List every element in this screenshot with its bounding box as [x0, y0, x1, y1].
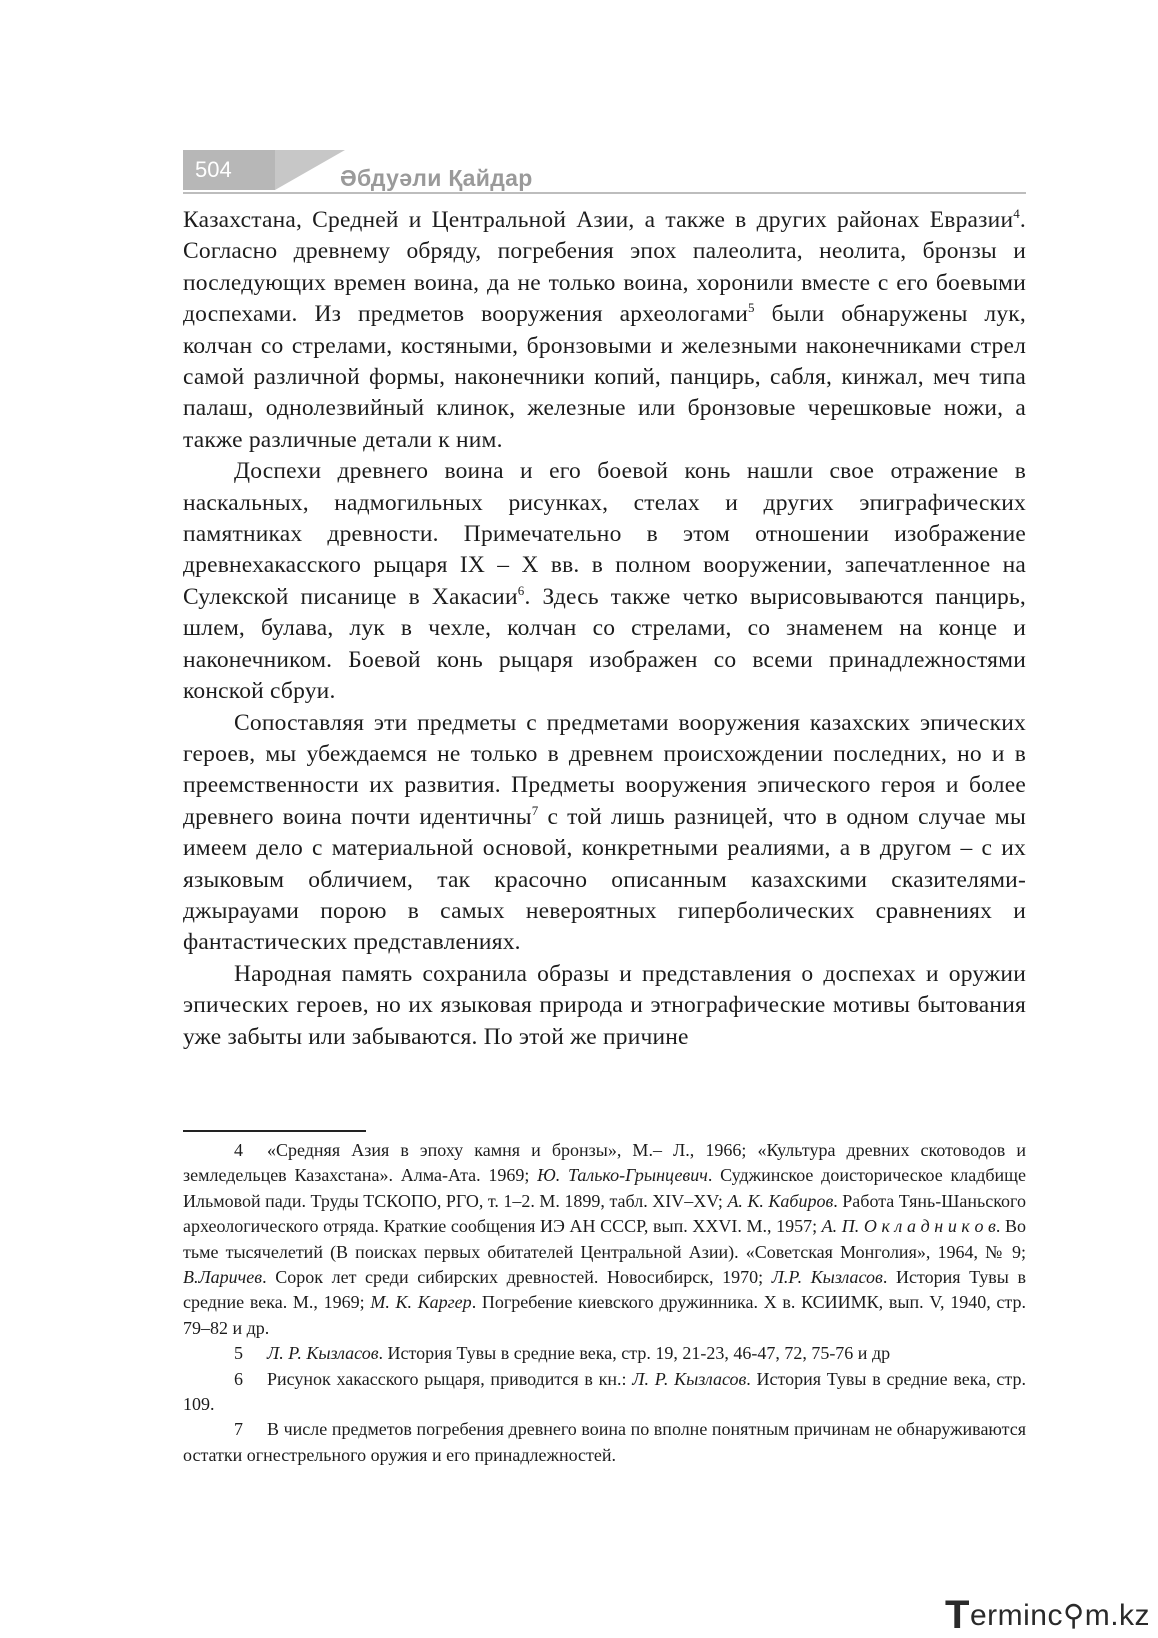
watermark-logo: [945, 1593, 1150, 1638]
author-name: Л. Р. Кызласов: [267, 1343, 379, 1364]
author-name: Л. Р. Кызласов: [632, 1368, 747, 1389]
text: Народная память сохранила образы и представления о доспехах и оружии эпических героев, но их языковая природа и этнографические мотивы бытования уже забыты или забываются. По этой же причине: [183, 960, 1026, 1050]
author-name: А. П. О к л а д н и к о в: [821, 1216, 996, 1237]
footnote-7: [183, 1417, 1026, 1468]
magnifier-icon: ⚲: [1062, 1600, 1085, 1632]
text: Казахстана, Средней и Центральной Азии, а также в других районах Евразии: [183, 207, 1014, 233]
footnote-number: 4: [234, 1140, 243, 1160]
author-name: Ю. Талько-Грынцевич: [537, 1165, 708, 1186]
footnotes: [183, 1138, 1026, 1468]
page-header: [0, 0, 1158, 200]
footnote-ref-7: 7: [531, 802, 539, 818]
author-name: Л.Р. Кызласов: [771, 1267, 883, 1288]
text: . История Тувы в средние века, стр. 109.: [183, 1368, 1027, 1415]
footnote-number: 5: [234, 1343, 243, 1364]
text: были обнаружены лук, колчан со стрелами, костяными, бронзовыми и железными наконечниками стрел самой различной формы, наконечники копий, панцирь, сабля, кинжал, меч типа палаш, однолезвийный клинок, железные или бронзовые черешковые ножи, а также различные детали к ним.: [183, 301, 1026, 453]
text: . Погребение киевского дружинника. X в. КСИИМК, вып. V, 1940, стр. 79–82 и др.: [183, 1292, 1026, 1338]
footnote-ref-6: 6: [517, 583, 525, 599]
footnote-5: [183, 1341, 1026, 1366]
footnote-ref-4: 4: [1013, 206, 1020, 222]
text: В числе предметов погребения древнего воина по вполне понятным причинам не обнаруживаются остатки огнестрельного оружия и его принадлежностей.: [183, 1419, 1026, 1465]
footnote-number: 6: [234, 1368, 243, 1389]
running-head-author: Әбдуәли Қайдар: [340, 165, 533, 191]
paragraph-3: [183, 708, 1026, 959]
text: Доспехи древнего воина и его боевой конь нашли свое отражение в наскальных, надмогильных рисунках, стелах и других эпиграфических памятниках древности. Примечательно в этом отношении изображение древнехакасского рыцаря IX – X вв. в полном вооружении, запечатленное на Сулекской писанице в Хакасии: [183, 458, 1026, 610]
text: «Средняя Азия в эпоху камня и бронзы», М.– Л., 1966; «Культура древних скотоводов и земледельцев Казахстана». Алма-Ата. 1969;: [183, 1140, 1026, 1186]
paragraph-4: [183, 959, 1026, 1053]
text: . Во тьме тысячелетий (В поисках первых обитателей Центральной Азии). «Советская Монголия», 1964, № 9;: [183, 1216, 1027, 1262]
text: . Сорок лет среди сибирских древностей. Новосибирск, 1970;: [262, 1267, 772, 1288]
text: . Согласно древнему обряду, погребения эпох палеолита, неолита, бронзы и последующих времен воина, да не только воина, хоронили вместе с его боевыми доспехами. Из предметов вооружения археологами: [183, 207, 1026, 328]
author-name: М. К. Каргер: [370, 1292, 472, 1313]
footnote-4: [183, 1138, 1026, 1341]
paragraph-2: [183, 456, 1026, 707]
text: Рисунок хакасского рыцаря, приводится в кн.:: [267, 1368, 633, 1389]
footnote-6: [183, 1367, 1026, 1418]
author-name: В.Ларичев: [183, 1267, 263, 1288]
text: . Здесь также четко вырисовываются панцирь, шлем, булава, лук в чехле, колчан со стрелами, со знаменем на конце и наконечником. Боевой конь рыцаря изображен со всеми принадлежностями конской сбруи.: [183, 583, 1026, 705]
watermark-text: m.kz: [1084, 1599, 1151, 1632]
watermark-initial: T: [945, 1593, 970, 1637]
author-name: А. К. Кабиров: [727, 1190, 834, 1211]
text: . История Тувы в средние века. М., 1969;: [183, 1267, 1026, 1313]
watermark-text: erminc: [969, 1599, 1063, 1632]
footnote-number: 7: [234, 1419, 243, 1440]
text: с той лишь разницей, что в одном случае мы имеем дело с материальной основой, конкретными реалиями, а в другом – с их языковым обличием, так красочно описанным казахскими сказителями-джырауами порою в самых невероятных гиперболических сравнениях и фантастических представлениях.: [183, 803, 1026, 956]
footnote-rule: [183, 1130, 366, 1132]
footnote-ref-5: 5: [748, 300, 755, 316]
text: Сопоставляя эти предметы с предметами вооружения казахских эпических героев, мы убеждаемся не только в древнем происхождении последних, но и в преемственности их развития. Предметы вооружения эпического героя и более древнего воина почти идентичны: [183, 709, 1026, 830]
page-number: 504: [183, 150, 275, 190]
text: . Работа Тянь-Шаньского археологического отряда. Краткие сообщения ИЭ АН СССР, вып. XXVI. М., 1957;: [183, 1190, 1026, 1237]
text: . Суджинское доисторическое кладбище Ильмовой пади. Труды ТСКОПО, РГО, т. 1–2. М. 1899, табл. XIV–XV;: [183, 1165, 1027, 1211]
main-text: [183, 205, 1026, 1053]
header-decoration: [275, 150, 345, 190]
header-rule: [183, 192, 1026, 194]
text: . История Тувы в средние века, стр. 19, 21-23, 46-47, 72, 75-76 и др: [378, 1343, 891, 1364]
paragraph-1: [183, 205, 1026, 456]
